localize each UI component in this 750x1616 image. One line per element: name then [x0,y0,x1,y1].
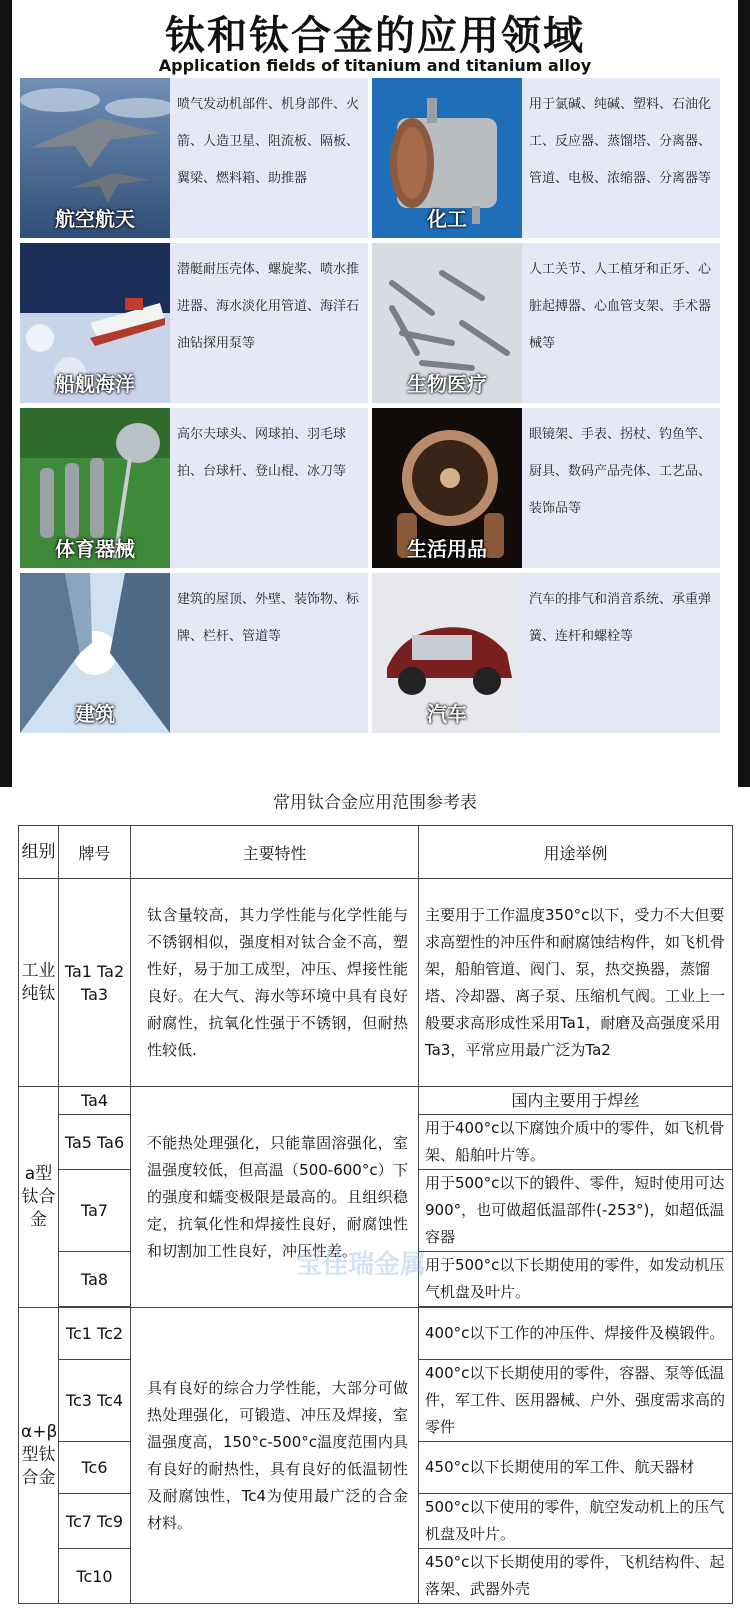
field-desc: 人工关节、人工植牙和正牙、心脏起搏器、心血管支架、手术器械等 [529,262,712,351]
field-name: 汽车 [427,702,467,726]
marine-image [20,243,170,403]
grade-cell: Tc1 Tc2 [59,1308,131,1360]
table-row [19,1308,733,1360]
uses-cell: 国内主要用于焊丝 [419,1087,733,1115]
table-row [19,879,733,1087]
page-title: 钛和钛合金的应用领域 [165,13,585,59]
left-border [0,0,12,787]
field-name: 化工 [427,207,467,231]
table-row [19,1087,733,1115]
page-subtitle: Application fields of titanium and titanium alloy [158,56,592,75]
sports-image [20,408,170,568]
grade-cell: Ta7 [59,1170,131,1252]
field-card-marine [20,243,368,403]
field-card-medical [372,243,720,403]
field-name: 体育器械 [55,537,135,561]
grade-cell: Ta8 [59,1252,131,1307]
right-border [738,0,750,787]
field-card-auto [372,573,720,733]
uses-cell: 450°c以下长期使用的零件，飞机结构件、起落架、武器外壳 [419,1549,733,1604]
watermark: 宝佳瑞金属 [296,1250,427,1280]
field-name: 生活用品 [407,537,487,561]
grade-cell: Tc6 [59,1442,131,1494]
uses-cell: 400°c以下工作的冲压件、焊接件及模锻件。 [419,1308,733,1360]
uses-cell: 用于500°c以下长期使用的零件，如发动机压气机盘及叶片。 [419,1252,733,1307]
props-cell: 钛含量较高，其力学性能与化学性能与不锈钢相似，强度相对钛合金不高，塑性好，易于加工成型，冲压、焊接性能良好。在大气、海水等环境中具有良好耐腐性，抗氧化性强于不锈钢，但耐热性较低. [131,879,419,1087]
header-props: 主要特性 [131,826,419,879]
group-industrial: 工业纯钛 [19,879,59,1087]
uses-cell: 400°c以下长期使用的零件，容器、泵等低温件，军工件、医用器械、户外、强度需求高的零件 [419,1360,733,1442]
grade-cell: Tc10 [59,1549,131,1604]
field-card-aerospace [20,78,368,238]
group-alpha-beta: α+β型钛合金 [19,1308,59,1604]
grade-cell: Tc7 Tc9 [59,1494,131,1549]
header-grade: 牌号 [59,826,131,879]
alloy-reference-table [18,825,733,1604]
header-uses: 用途举例 [419,826,733,879]
chemical-image [372,78,522,238]
auto-image [372,573,522,733]
field-desc: 建筑的屋顶、外壁、装饰物、标牌、栏杆、管道等 [177,592,360,644]
grade-cell: Ta1 Ta2 Ta3 [59,879,131,1087]
uses-cell: 主要用于工作温度350°c以下，受力不大但要求高塑性的冲压件和耐腐蚀结构件，如飞机骨架，船舶管道、阀门、泵，热交换器，蒸馏塔、冷却器、离子泵、压缩机气阀。工业上一般要求高形成性采用Ta1，耐磨及高强度采用Ta3，平常应用最广泛为Ta2 [419,879,733,1087]
field-desc: 高尔夫球头、网球拍、羽毛球拍、台球杆、登山棍、冰刀等 [177,427,347,479]
grade-cell: Ta4 [59,1087,131,1115]
field-name: 建筑 [75,702,115,726]
field-card-building [20,573,368,733]
uses-cell: 用于500°c以下的锻件、零件，短时使用可达900°，也可做超低温部件(-253°)，如超低温容器 [419,1170,733,1252]
field-name: 船舰海洋 [55,372,135,396]
field-desc: 喷气发动机部件、机身部件、火箭、人造卫星、阻流板、隔板、翼梁、燃料箱、助推器 [177,97,360,186]
field-desc: 眼镜架、手表、拐杖、钓鱼竿、厨具、数码产品壳体、工艺品、装饰品等 [529,427,712,516]
field-desc: 汽车的排气和消音系统、承重弹簧、连杆和螺栓等 [529,592,712,644]
uses-cell: 450°c以下长期使用的军工件、航天器材 [419,1442,733,1494]
field-name: 航空航天 [55,207,135,231]
grade-cell: Tc3 Tc4 [59,1360,131,1442]
field-card-sports [20,408,368,568]
field-name: 生物医疗 [407,372,487,396]
grade-cell: Ta5 Ta6 [59,1115,131,1170]
medical-image [372,243,522,403]
field-desc: 用于氯碱、纯碱、塑料、石油化工、反应器、蒸馏塔、分离器、管道、电极、浓缩器、分离器等 [529,97,712,186]
application-infographic [0,0,750,787]
field-desc: 潜艇耐压壳体、螺旋桨、喷水推进器、海水淡化用管道、海洋石油钻探用泵等 [177,262,360,351]
group-alpha: a型钛合金 [19,1087,59,1308]
table-header-row [19,826,733,879]
header-group: 组别 [19,826,59,879]
props-cell: 不能热处理强化，只能靠固溶强化，室温强度较低，但高温（500-600°c）下的强度和蠕变极限是最高的。且组织稳定，抗氧化性和焊接性良好，耐腐蚀性和切割加工性良好，冲压性差。 [131,1087,419,1308]
uses-cell: 用于400°c以下腐蚀介质中的零件，如飞机骨架、船舶叶片等。 [419,1115,733,1170]
uses-cell: 500°c以下使用的零件，航空发动机上的压气机盘及叶片。 [419,1494,733,1549]
daily-image [372,408,522,568]
table-title: 常用钛合金应用范围参考表 [273,793,477,813]
aerospace-image [20,78,170,238]
building-image [20,573,170,733]
field-card-chemical [372,78,720,238]
field-card-daily [372,408,720,568]
props-cell: 具有良好的综合力学性能，大部分可做热处理强化，可锻造、冲压及焊接，室温强度高，150°c-500°c温度范围内具有良好的耐热性，具有良好的低温韧性及耐腐蚀性，Tc4为使用最广泛的合金材料。 [131,1308,419,1604]
